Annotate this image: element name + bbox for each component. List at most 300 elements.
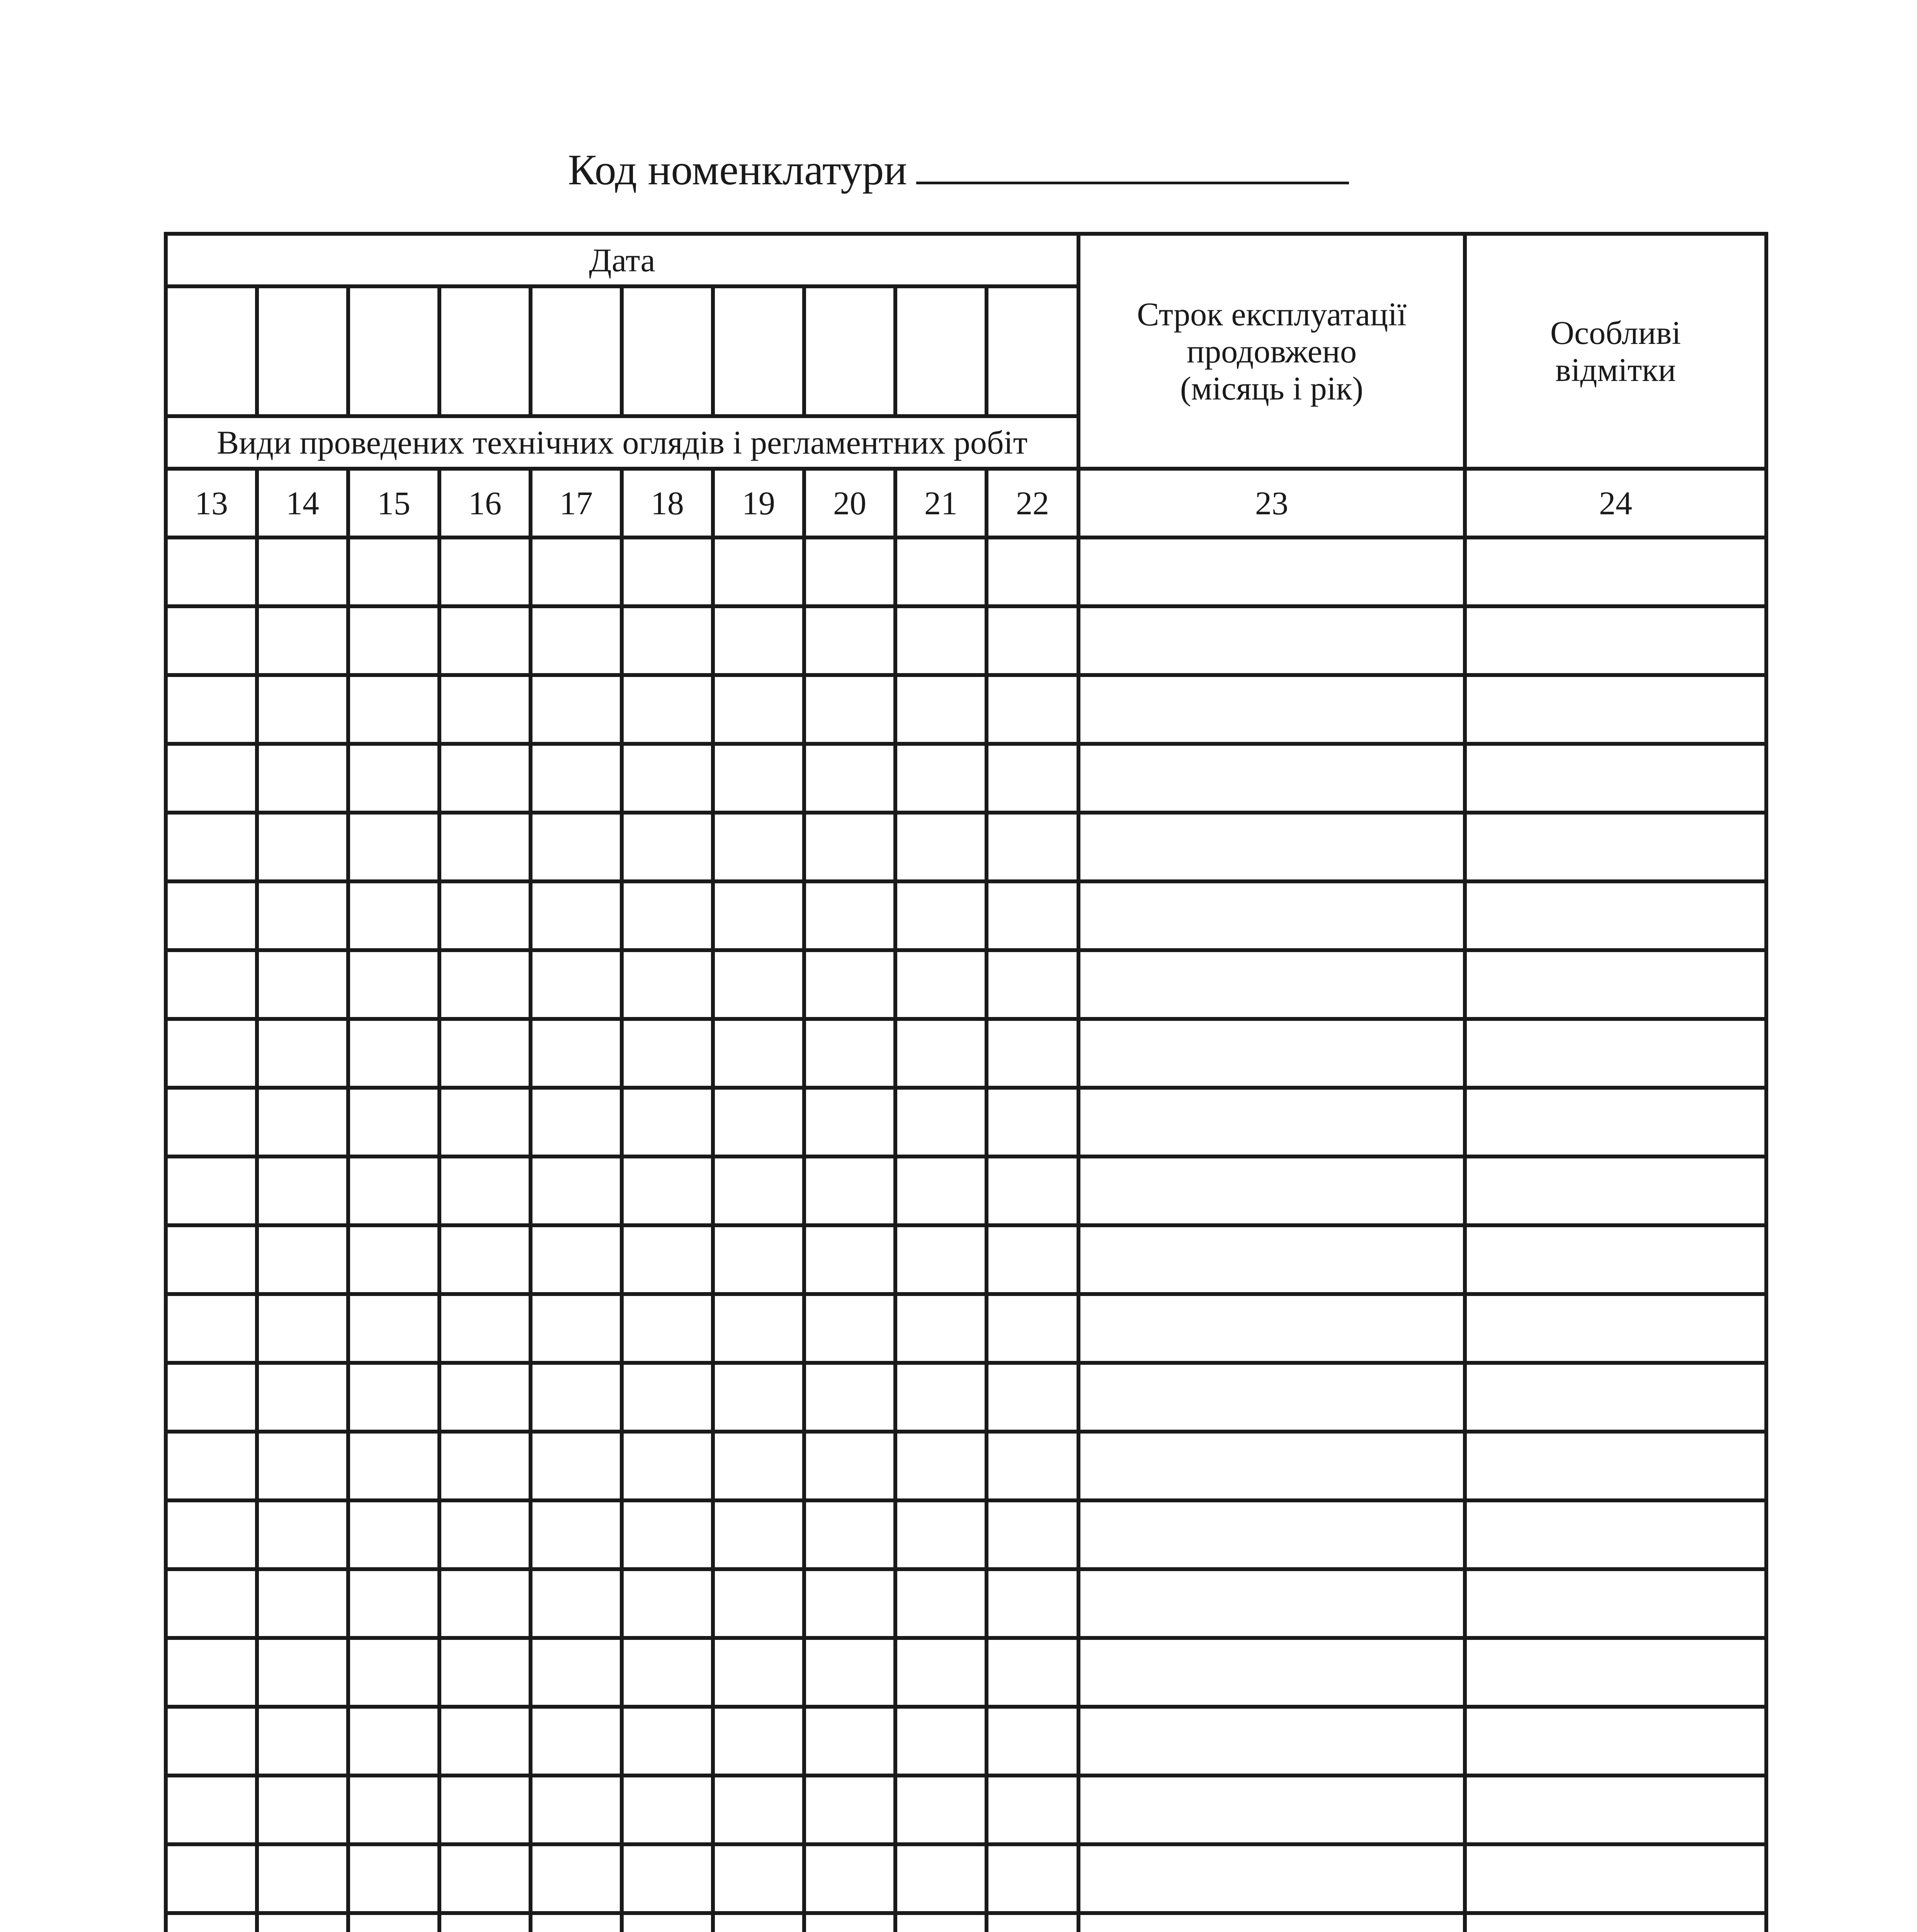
table-cell[interactable] [895, 1088, 987, 1156]
table-cell[interactable] [987, 1363, 1078, 1432]
table-cell[interactable] [804, 1225, 895, 1294]
table-cell[interactable] [531, 675, 622, 744]
table-cell[interactable] [257, 950, 348, 1019]
header-kinds: Види проведених технічних оглядів і регламентних робіт [166, 416, 1078, 469]
header-remarks-line2: відмітки [1555, 351, 1676, 388]
table-cell[interactable] [1465, 1569, 1766, 1638]
table-cell[interactable] [166, 537, 257, 606]
table-cell[interactable] [531, 1569, 622, 1638]
table-cell[interactable] [987, 1500, 1078, 1569]
table-row [166, 1844, 1766, 1913]
table-cell[interactable] [257, 1638, 348, 1707]
date-cell[interactable] [531, 286, 622, 416]
table-cell[interactable] [1078, 1432, 1465, 1500]
table-cell[interactable] [804, 950, 895, 1019]
header-remarks [1465, 234, 1766, 469]
table-cell[interactable] [348, 537, 439, 606]
table-cell[interactable] [622, 1500, 713, 1569]
table-cell[interactable] [1465, 1638, 1766, 1707]
table-row [166, 1638, 1766, 1707]
table-cell[interactable] [895, 1500, 987, 1569]
table-row [166, 1707, 1766, 1776]
table-cell[interactable] [439, 1844, 531, 1913]
table-cell[interactable] [895, 1707, 987, 1776]
table-cell[interactable] [622, 537, 713, 606]
table-cell[interactable] [713, 1363, 804, 1432]
date-cell[interactable] [257, 286, 348, 416]
table-cell[interactable] [622, 1638, 713, 1707]
table-cell[interactable] [987, 813, 1078, 881]
table-cell[interactable] [257, 606, 348, 675]
table-cell[interactable] [166, 1019, 257, 1088]
table-row [166, 1363, 1766, 1432]
table-cell[interactable] [987, 1294, 1078, 1363]
table-cell[interactable] [622, 1776, 713, 1844]
table-cell[interactable] [895, 1432, 987, 1500]
table-cell[interactable] [1078, 1638, 1465, 1707]
table-cell[interactable] [713, 1569, 804, 1638]
table-cell[interactable] [531, 744, 622, 813]
table-cell[interactable] [622, 1844, 713, 1913]
table-cell[interactable] [987, 1776, 1078, 1844]
table-cell[interactable] [348, 1432, 439, 1500]
column-number: 22 [987, 469, 1078, 537]
table-cell[interactable] [531, 1294, 622, 1363]
table-cell[interactable] [804, 537, 895, 606]
table-cell[interactable] [713, 881, 804, 950]
table-cell[interactable] [1078, 1776, 1465, 1844]
table-cell[interactable] [348, 1707, 439, 1776]
table-cell[interactable] [531, 1363, 622, 1432]
table-cell[interactable] [439, 1707, 531, 1776]
table-row [166, 537, 1766, 606]
table-cell[interactable] [531, 606, 622, 675]
table-cell[interactable] [531, 537, 622, 606]
column-number-row [166, 469, 1766, 537]
table-cell[interactable] [713, 1707, 804, 1776]
table-cell[interactable] [166, 950, 257, 1019]
table-cell[interactable] [895, 606, 987, 675]
table-cell[interactable] [166, 813, 257, 881]
table-cell[interactable] [804, 1088, 895, 1156]
table-cell[interactable] [713, 813, 804, 881]
table-cell[interactable] [1465, 1019, 1766, 1088]
table-cell[interactable] [439, 1088, 531, 1156]
table-cell[interactable] [622, 606, 713, 675]
table-cell[interactable] [348, 1569, 439, 1638]
table-cell[interactable] [257, 1776, 348, 1844]
table-cell[interactable] [439, 1294, 531, 1363]
table-cell[interactable] [531, 1019, 622, 1088]
table-cell[interactable] [804, 1707, 895, 1776]
table-cell[interactable] [531, 1432, 622, 1500]
table-cell[interactable] [166, 1294, 257, 1363]
table-cell[interactable] [713, 1156, 804, 1225]
table-cell[interactable] [257, 881, 348, 950]
table-cell[interactable] [895, 1019, 987, 1088]
table-cell[interactable] [257, 1500, 348, 1569]
table-row [166, 1294, 1766, 1363]
table-cell[interactable] [987, 675, 1078, 744]
table-row [166, 881, 1766, 950]
table-cell[interactable] [804, 1432, 895, 1500]
table-cell[interactable] [1078, 1156, 1465, 1225]
table-cell[interactable] [713, 950, 804, 1019]
table-cell[interactable] [348, 1776, 439, 1844]
table-cell[interactable] [713, 1844, 804, 1913]
table-cell[interactable] [257, 1913, 348, 1932]
table-cell[interactable] [622, 1913, 713, 1932]
table-cell[interactable] [166, 1500, 257, 1569]
table-cell[interactable] [1078, 744, 1465, 813]
table-cell[interactable] [895, 1569, 987, 1638]
column-number: 16 [439, 469, 531, 537]
table-cell[interactable] [439, 1156, 531, 1225]
column-number: 17 [531, 469, 622, 537]
table-cell[interactable] [531, 1088, 622, 1156]
table-cell[interactable] [1465, 813, 1766, 881]
table-cell[interactable] [987, 1638, 1078, 1707]
table-cell[interactable] [1465, 881, 1766, 950]
table-cell[interactable] [348, 1088, 439, 1156]
table-cell[interactable] [895, 1776, 987, 1844]
table-cell[interactable] [895, 1913, 987, 1932]
table-cell[interactable] [439, 1019, 531, 1088]
table-cell[interactable] [713, 537, 804, 606]
table-cell[interactable] [622, 813, 713, 881]
table-cell[interactable] [348, 606, 439, 675]
table-cell[interactable] [257, 1569, 348, 1638]
header-remarks-line1: Особливі [1550, 314, 1681, 351]
table-cell[interactable] [348, 1913, 439, 1932]
table-cell[interactable] [987, 1707, 1078, 1776]
table-cell[interactable] [895, 950, 987, 1019]
table-cell[interactable] [348, 744, 439, 813]
table-cell[interactable] [166, 1088, 257, 1156]
table-cell[interactable] [166, 1569, 257, 1638]
table-cell[interactable] [531, 1913, 622, 1932]
title [0, 145, 1917, 195]
table-cell[interactable] [348, 675, 439, 744]
table-cell[interactable] [1465, 1088, 1766, 1156]
table-cell[interactable] [439, 675, 531, 744]
table-cell[interactable] [531, 950, 622, 1019]
table-cell[interactable] [804, 881, 895, 950]
table-cell[interactable] [257, 1225, 348, 1294]
table-cell[interactable] [1078, 1569, 1465, 1638]
table-cell[interactable] [348, 1500, 439, 1569]
table-cell[interactable] [987, 1088, 1078, 1156]
table-cell[interactable] [166, 1776, 257, 1844]
table-cell[interactable] [622, 1088, 713, 1156]
table-cell[interactable] [622, 1294, 713, 1363]
table-cell[interactable] [1465, 1776, 1766, 1844]
table-cell[interactable] [166, 675, 257, 744]
table-cell[interactable] [257, 1432, 348, 1500]
table-cell[interactable] [987, 606, 1078, 675]
table-cell[interactable] [622, 1363, 713, 1432]
table-cell[interactable] [1078, 881, 1465, 950]
table-cell[interactable] [531, 1156, 622, 1225]
table-cell[interactable] [257, 744, 348, 813]
table-row [166, 1569, 1766, 1638]
table-cell[interactable] [166, 606, 257, 675]
table-cell[interactable] [713, 1638, 804, 1707]
date-cell[interactable] [348, 286, 439, 416]
table-cell[interactable] [1465, 1500, 1766, 1569]
table-row [166, 675, 1766, 744]
table-cell[interactable] [1465, 1294, 1766, 1363]
table-cell[interactable] [166, 1156, 257, 1225]
title-label: Код номенклатури [568, 146, 907, 194]
table-cell[interactable] [348, 1294, 439, 1363]
table-cell[interactable] [1078, 1294, 1465, 1363]
column-number: 18 [622, 469, 713, 537]
table-cell[interactable] [439, 1225, 531, 1294]
table-cell[interactable] [439, 537, 531, 606]
table-cell[interactable] [804, 813, 895, 881]
table-cell[interactable] [531, 1707, 622, 1776]
table-cell[interactable] [987, 1844, 1078, 1913]
column-number: 21 [895, 469, 987, 537]
table-cell[interactable] [257, 1707, 348, 1776]
column-number: 15 [348, 469, 439, 537]
table-cell[interactable] [1465, 1707, 1766, 1776]
table-cell[interactable] [895, 537, 987, 606]
table-cell[interactable] [622, 1156, 713, 1225]
table-cell[interactable] [348, 1844, 439, 1913]
table-cell[interactable] [1078, 813, 1465, 881]
table-cell[interactable] [622, 744, 713, 813]
header-row-date [166, 234, 1766, 286]
table-cell[interactable] [1078, 537, 1465, 606]
table-cell[interactable] [1078, 1225, 1465, 1294]
date-cell[interactable] [804, 286, 895, 416]
table-cell[interactable] [1465, 606, 1766, 675]
table-cell[interactable] [1078, 1088, 1465, 1156]
table-cell[interactable] [895, 1363, 987, 1432]
table-cell[interactable] [166, 1707, 257, 1776]
table-cell[interactable] [257, 813, 348, 881]
table-row [166, 1913, 1766, 1932]
table-cell[interactable] [713, 1225, 804, 1294]
table-cell[interactable] [1465, 1225, 1766, 1294]
table-cell[interactable] [895, 1225, 987, 1294]
table-cell[interactable] [348, 1225, 439, 1294]
table-cell[interactable] [166, 1225, 257, 1294]
table-cell[interactable] [439, 1569, 531, 1638]
table-cell[interactable] [713, 1913, 804, 1932]
table-cell[interactable] [166, 1363, 257, 1432]
table-cell[interactable] [1465, 1844, 1766, 1913]
table-cell[interactable] [895, 675, 987, 744]
date-cell[interactable] [895, 286, 987, 416]
header-term-line2: продовжено [1187, 333, 1357, 370]
table-cell[interactable] [622, 1432, 713, 1500]
table-cell[interactable] [348, 881, 439, 950]
table-cell[interactable] [622, 950, 713, 1019]
table-cell[interactable] [439, 1913, 531, 1932]
table-cell[interactable] [804, 1019, 895, 1088]
table-cell[interactable] [1078, 1500, 1465, 1569]
table-cell[interactable] [622, 1225, 713, 1294]
date-cell[interactable] [713, 286, 804, 416]
table-cell[interactable] [531, 881, 622, 950]
table-cell[interactable] [622, 1707, 713, 1776]
table-cell[interactable] [895, 1638, 987, 1707]
date-cell[interactable] [439, 286, 531, 416]
table-cell[interactable] [166, 881, 257, 950]
table-cell[interactable] [1078, 606, 1465, 675]
table-cell[interactable] [531, 813, 622, 881]
table-row [166, 950, 1766, 1019]
table-cell[interactable] [987, 1225, 1078, 1294]
table-cell[interactable] [1078, 1019, 1465, 1088]
table-cell[interactable] [439, 606, 531, 675]
table-cell[interactable] [439, 950, 531, 1019]
table-cell[interactable] [257, 1294, 348, 1363]
table-cell[interactable] [439, 1638, 531, 1707]
table-cell[interactable] [166, 1913, 257, 1932]
table-cell[interactable] [804, 675, 895, 744]
table-cell[interactable] [622, 1569, 713, 1638]
date-cell[interactable] [987, 286, 1078, 416]
table-cell[interactable] [987, 1913, 1078, 1932]
table-cell[interactable] [713, 606, 804, 675]
table-cell[interactable] [1465, 675, 1766, 744]
table-cell[interactable] [622, 675, 713, 744]
table-cell[interactable] [439, 881, 531, 950]
table-cell[interactable] [713, 744, 804, 813]
nomenclature-code-field[interactable] [916, 147, 1349, 184]
table-cell[interactable] [439, 813, 531, 881]
table-cell[interactable] [348, 1019, 439, 1088]
table-cell[interactable] [1465, 1913, 1766, 1932]
table-cell[interactable] [439, 1432, 531, 1500]
table-cell[interactable] [804, 1844, 895, 1913]
table-cell[interactable] [895, 1156, 987, 1225]
table-cell[interactable] [1078, 1363, 1465, 1432]
table-cell[interactable] [166, 744, 257, 813]
table-cell[interactable] [713, 1294, 804, 1363]
header-date: Дата [166, 234, 1078, 286]
table-cell[interactable] [257, 675, 348, 744]
table-cell[interactable] [804, 1156, 895, 1225]
table-cell[interactable] [439, 744, 531, 813]
table-cell[interactable] [439, 1500, 531, 1569]
table-cell[interactable] [804, 1500, 895, 1569]
table-cell[interactable] [531, 1638, 622, 1707]
table-cell[interactable] [622, 881, 713, 950]
table-cell[interactable] [531, 1225, 622, 1294]
table-cell[interactable] [804, 1363, 895, 1432]
table-cell[interactable] [804, 1294, 895, 1363]
table-cell[interactable] [987, 1156, 1078, 1225]
table-cell[interactable] [713, 1432, 804, 1500]
table-cell[interactable] [713, 1019, 804, 1088]
table-cell[interactable] [1465, 1432, 1766, 1500]
table-cell[interactable] [1078, 950, 1465, 1019]
table-cell[interactable] [804, 1638, 895, 1707]
date-cell[interactable] [166, 286, 257, 416]
table-cell[interactable] [987, 537, 1078, 606]
date-cell[interactable] [622, 286, 713, 416]
table-cell[interactable] [348, 1156, 439, 1225]
table-cell[interactable] [987, 881, 1078, 950]
table-cell[interactable] [257, 537, 348, 606]
table-cell[interactable] [987, 744, 1078, 813]
table-cell[interactable] [166, 1432, 257, 1500]
table-cell[interactable] [804, 606, 895, 675]
table-cell[interactable] [348, 1638, 439, 1707]
table-cell[interactable] [1465, 744, 1766, 813]
table-cell[interactable] [348, 813, 439, 881]
table-row [166, 1156, 1766, 1225]
table-cell[interactable] [713, 675, 804, 744]
table-cell[interactable] [531, 1776, 622, 1844]
table-cell[interactable] [257, 1156, 348, 1225]
table-cell[interactable] [1078, 1913, 1465, 1932]
table-cell[interactable] [1465, 950, 1766, 1019]
table-cell[interactable] [1078, 675, 1465, 744]
table-cell[interactable] [1465, 537, 1766, 606]
table-cell[interactable] [622, 1019, 713, 1088]
table-cell[interactable] [257, 1363, 348, 1432]
table-cell[interactable] [257, 1088, 348, 1156]
table-cell[interactable] [713, 1088, 804, 1156]
table-cell[interactable] [804, 1569, 895, 1638]
table-cell[interactable] [987, 1019, 1078, 1088]
table-row [166, 1225, 1766, 1294]
table-cell[interactable] [166, 1638, 257, 1707]
table-row [166, 744, 1766, 813]
table-cell[interactable] [348, 1363, 439, 1432]
header-term-extended [1078, 234, 1465, 469]
column-number: 24 [1465, 469, 1766, 537]
table-cell[interactable] [895, 744, 987, 813]
table-cell[interactable] [257, 1844, 348, 1913]
table-cell[interactable] [531, 1500, 622, 1569]
table-cell[interactable] [895, 813, 987, 881]
table-cell[interactable] [987, 1569, 1078, 1638]
table-cell[interactable] [1465, 1156, 1766, 1225]
header-term-line3: (місяць і рік) [1180, 370, 1364, 407]
table-cell[interactable] [804, 1913, 895, 1932]
table-cell[interactable] [895, 881, 987, 950]
table-cell[interactable] [895, 1294, 987, 1363]
table-cell[interactable] [531, 1844, 622, 1913]
table-cell[interactable] [804, 744, 895, 813]
table-cell[interactable] [804, 1776, 895, 1844]
table-cell[interactable] [713, 1776, 804, 1844]
table-cell[interactable] [895, 1844, 987, 1913]
table-cell[interactable] [713, 1500, 804, 1569]
table-cell[interactable] [257, 1019, 348, 1088]
table-cell[interactable] [348, 950, 439, 1019]
table-row [166, 813, 1766, 881]
column-number: 19 [713, 469, 804, 537]
table-cell[interactable] [1078, 1707, 1465, 1776]
table-cell[interactable] [1465, 1363, 1766, 1432]
maintenance-table [164, 232, 1768, 1932]
table-cell[interactable] [987, 950, 1078, 1019]
table-cell[interactable] [1078, 1844, 1465, 1913]
table-cell[interactable] [166, 1844, 257, 1913]
table-cell[interactable] [987, 1432, 1078, 1500]
table-row [166, 1432, 1766, 1500]
table-cell[interactable] [439, 1363, 531, 1432]
table-cell[interactable] [439, 1776, 531, 1844]
